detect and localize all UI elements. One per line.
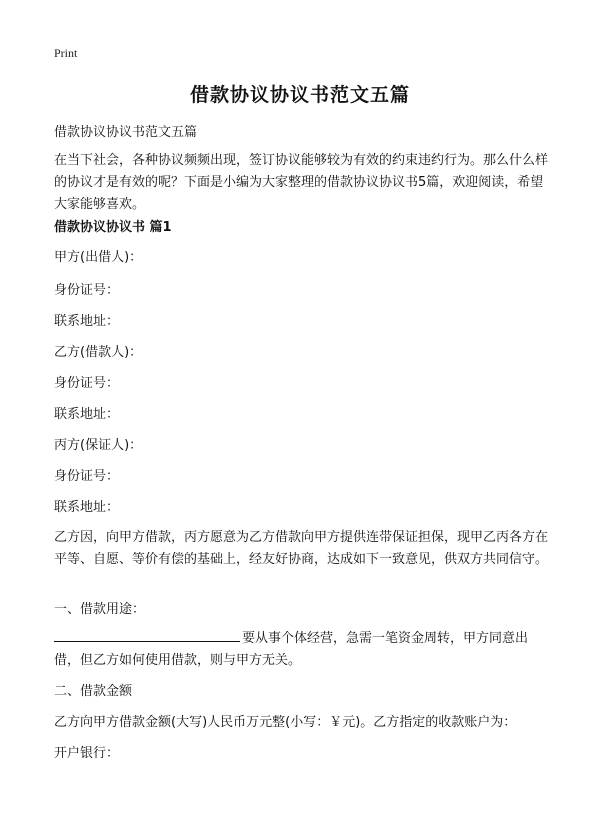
lender-field: 甲方(出借人)： (54, 250, 143, 265)
document-title: 借款协议协议书范文五篇 (189, 84, 410, 106)
bank-field: 开户银行： (54, 746, 120, 761)
clause2-heading: 二、借款金额 (54, 684, 133, 699)
borrower-field: 乙方(借款人)： (54, 345, 143, 360)
guarantor-address-field: 联系地址： (54, 500, 120, 515)
guarantor-id-field: 身份证号： (54, 469, 120, 484)
clause1-heading: 一、借款用途： (54, 602, 146, 617)
borrower-address-field: 联系地址： (54, 407, 120, 422)
section-heading: 借款协议协议书 篇1 (54, 220, 172, 235)
clause2-text: 乙方向甲方借款金额(大写)人民币万元整(小写：￥元)。乙方指定的收款账户为： (54, 715, 517, 730)
print-link[interactable]: Print (54, 46, 78, 60)
clause1-paragraph (54, 627, 550, 672)
agreement-intro-paragraph: 乙方因，向甲方借款，丙方愿意为乙方借款向甲方提供连带保证担保，现甲乙丙各方在平等、自愿、等价有偿的基础上，经友好协商，达成如下一致意见，供双方共同信守。 (54, 530, 549, 567)
guarantor-field: 丙方(保证人)： (54, 438, 143, 453)
intro-paragraph: 在当下社会，各种协议频频出现，签订协议能够较为有效的约束违约行为。那么什么样的协议才是有效的呢？下面是小编为大家整理的借款协议协议书5篇，欢迎阅读，希望大家能够喜欢。 (54, 153, 549, 212)
document-subtitle: 借款协议协议书范文五篇 (54, 125, 198, 140)
lender-id-field: 身份证号： (54, 283, 120, 298)
clause1-text: 要从事个体经营，急需一笔资金周转，甲方同意出借，但乙方如何使用借款，则与甲方无关。 (54, 631, 529, 668)
fill-in-blank (54, 627, 240, 642)
borrower-id-field: 身份证号： (54, 376, 120, 391)
lender-address-field: 联系地址： (54, 314, 120, 329)
